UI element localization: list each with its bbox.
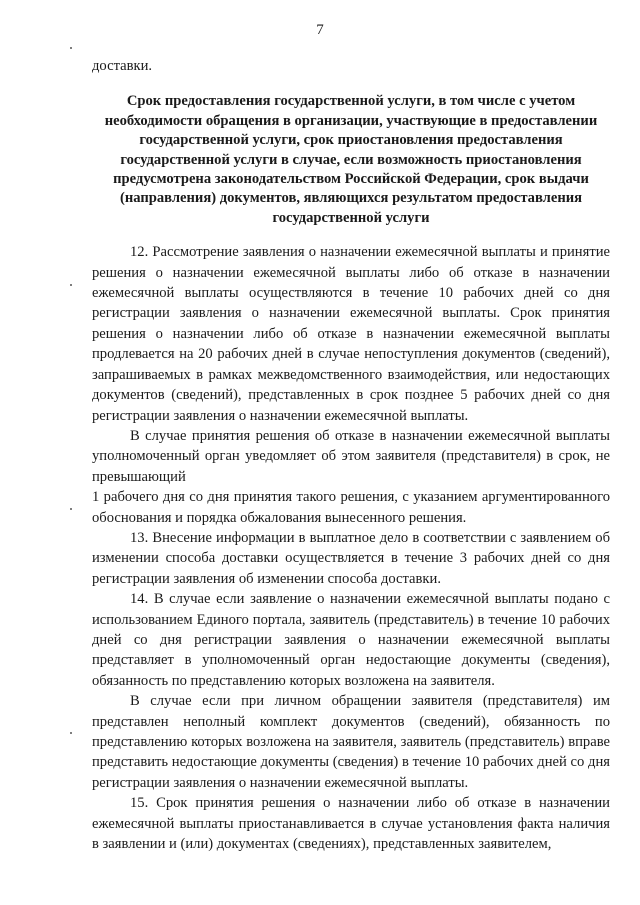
paragraph-15: 15. Срок принятия решения о назначении либо об отказе в назначении ежемесячной выплаты приостанавливается в случае установления факта наличия в заявлении и (или) документах (сведениях), представленных заявителем, xyxy=(92,795,610,853)
paragraph-13: 13. Внесение информации в выплатное дело в соответствии с заявлением об изменении способа доставки осуществляется в течение 3 рабочих дней со дня регистрации заявления об изменении способа доставки. xyxy=(92,529,610,587)
page-number: 7 xyxy=(316,22,324,38)
paragraph-refusal-notice: В случае принятия решения об отказе в назначении ежемесячной выплаты уполномоченный орган уведомляет об этом заявителя (представителя) в срок, не превышающий xyxy=(92,427,610,485)
continuation-text: доставки. xyxy=(92,58,153,74)
margin-mark xyxy=(70,508,72,510)
section-heading: Срок предоставления государственной услуги, в том числе с учетом необходимости обращения в организации, участвующие в предоставлении государственной услуги, срок приостановления предоставления государственной услуги в случае, если возможность приостановления предусмотрена законодательством Российской Федерации, срок выдачи (направления) документов, являющихся результатом предоставления государственной услуги xyxy=(104,93,598,226)
paragraph-14: 14. В случае если заявление о назначении ежемесячной выплаты подано с использованием Единого портала, заявитель (представитель) в течение 10 рабочих дней со дня регистрации заявления о назначении ежемесячной выплаты представляет в уполномоченный орган недостающие документы (сведения), обязанность по представлению которых возложена на заявителя. xyxy=(92,591,610,689)
paragraph-refusal-notice-cont: 1 рабочего дня со дня принятия такого решения, с указанием аргументированного обоснования и порядка обжалования вынесенного решения. xyxy=(92,489,610,526)
document-body xyxy=(92,56,610,854)
paragraph-12: 12. Рассмотрение заявления о назначении ежемесячной выплаты и принятие решения о назначении ежемесячной выплаты либо об отказе в назначении ежемесячной выплаты осуществляются в течение 10 рабочих дней со дня регистрации заявления о назначении ежемесячной выплаты. Срок принятия решения о назначении либо об отказе в назначении ежемесячной выплаты продлевается на 20 рабочих дней в случае непоступления документов (сведений), запрашиваемых в рамках межведомственного взаимодействия, или недостающих документов (сведений), представленных в срок позднее 5 рабочих дней со дня регистрации заявления о назначении ежемесячной выплаты. xyxy=(92,244,610,424)
margin-mark xyxy=(70,284,72,286)
paragraph-incomplete-docs: В случае если при личном обращении заявителя (представителя) им представлен неполный комплект документов (сведений), обязанность по представлению которых возложена на заявителя, заявитель (представитель) вправе представить недостающие документы (сведения) в течение 10 рабочих дней со дня регистрации заявления о назначении ежемесячной выплаты. xyxy=(92,693,610,791)
margin-mark xyxy=(70,732,72,734)
margin-mark xyxy=(70,47,72,49)
